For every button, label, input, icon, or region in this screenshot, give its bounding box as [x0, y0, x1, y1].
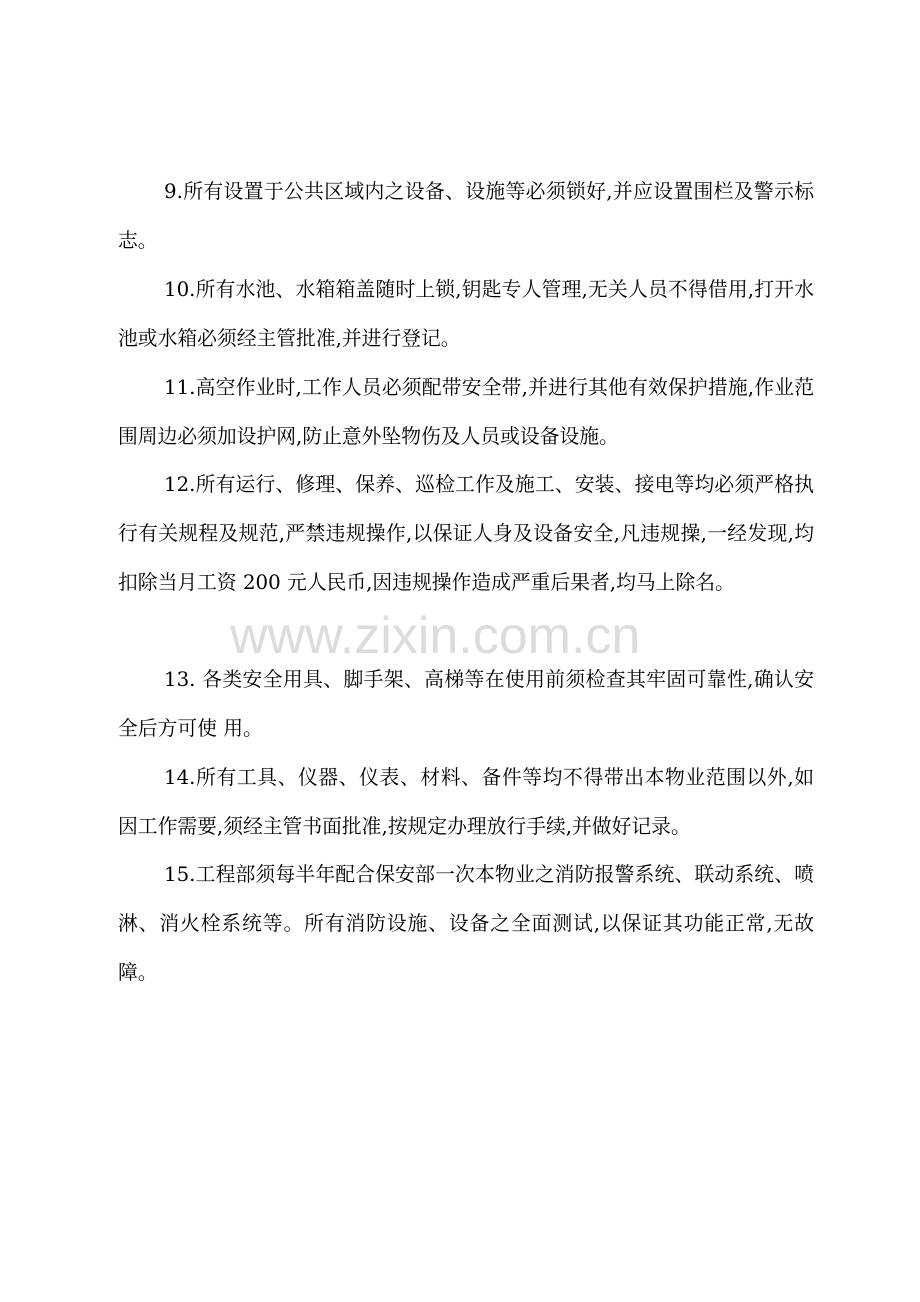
- paragraph-9: 9.所有设置于公共区域内之设备、设施等必须锁好,并应设置围栏及警示标志。: [118, 180, 814, 252]
- paragraph-15: 15.工程部须每半年配合保安部一次本物业之消防报警系统、联动系统、喷淋、消火栓系统等。所有消防设施、设备之全面测试,以保证其功能正常,无故障。: [118, 863, 814, 984]
- paragraph-11: 11.高空作业时,工作人员必须配带安全带,并进行其他有效保护措施,作业范围周边必须加设护网,防止意外坠物伤及人员或设备设施。: [118, 376, 814, 448]
- paragraph-10: 10.所有水池、水箱箱盖随时上锁,钥匙专人管理,无关人员不得借用,打开水池或水箱必须经主管批准,并进行登记。: [118, 278, 814, 350]
- paragraph-14: 14.所有工具、仪器、仪表、材料、备件等均不得带出本物业范围以外,如因工作需要,须经主管书面批准,按规定办理放行手续,并做好记录。: [118, 766, 814, 838]
- watermark: www.zixin.com.cn: [230, 607, 641, 665]
- paragraph-13: 13. 各类安全用具、脚手架、高梯等在使用前须检查其牢固可靠性,确认安全后方可使 用。: [118, 668, 814, 740]
- paragraph-12: 12.所有运行、修理、保养、巡检工作及施工、安装、接电等均必须严格执行有关规程及规范,严禁违规操作,以保证人身及设备安全,凡违规操,一经发现,均扣除当月工资 200 元人民币,因违规操作造成严重后果者,均马上除名。: [118, 473, 814, 594]
